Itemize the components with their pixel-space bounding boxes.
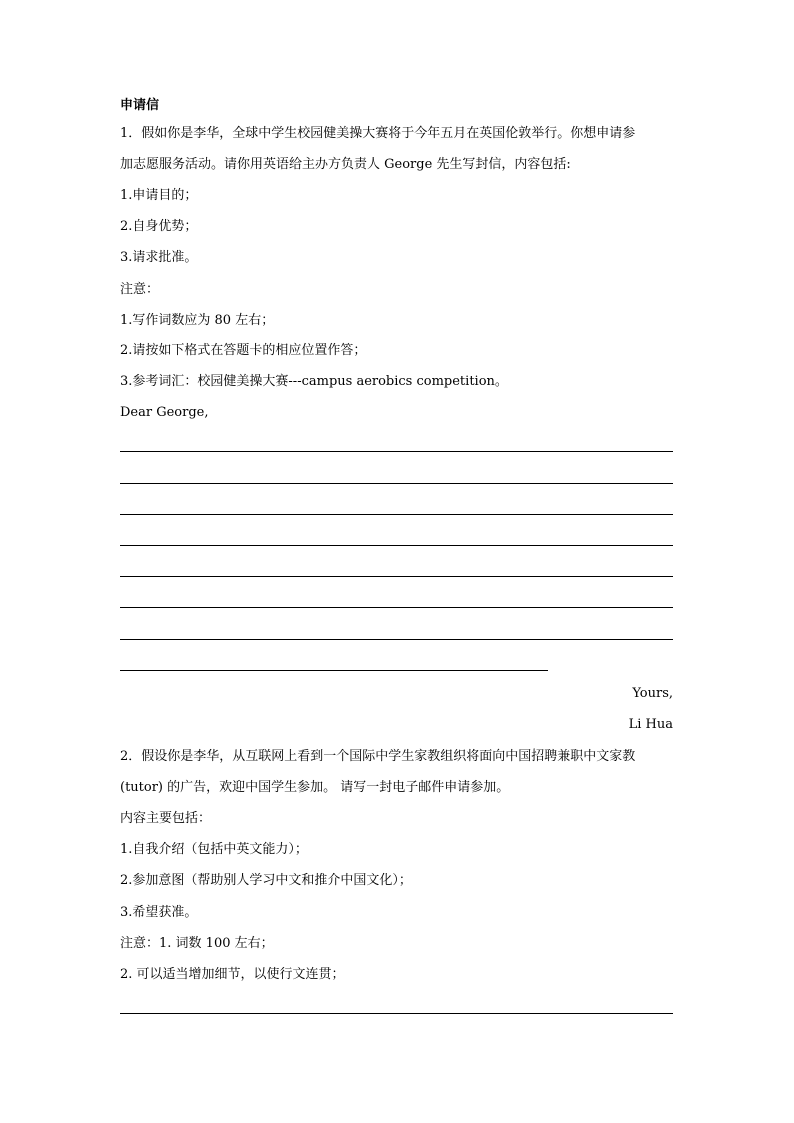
- answer-line: [120, 451, 673, 452]
- q1-note-2: 2.请按如下格式在答题卡的相应位置作答；: [120, 343, 367, 358]
- q1-prompt-line1: 1．假如你是李华，全球中学生校园健美操大赛将于今年五月在英国伦敦举行。你想申请参: [120, 126, 636, 141]
- q1-point-1: 1.申请目的；: [120, 188, 198, 203]
- page-title: 申请信: [120, 98, 160, 113]
- answer-line: [120, 607, 673, 608]
- q2-point-1: 1.自我介绍（包括中英文能力）；: [120, 842, 308, 857]
- q1-note-1: 1.写作词数应为 80 左右；: [120, 313, 275, 328]
- answer-line: [120, 576, 673, 577]
- q1-point-2: 2.自身优势；: [120, 219, 198, 234]
- q2-note-2: 2. 可以适当增加细节，以使行文连贯；: [120, 967, 345, 982]
- answer-line: [120, 1013, 673, 1014]
- q1-salutation: Dear George,: [120, 405, 209, 420]
- q2-contents-label: 内容主要包括：: [120, 811, 212, 826]
- q2-point-2: 2.参加意图（帮助别人学习中文和推介中国文化）；: [120, 873, 412, 888]
- q1-signature: Li Hua: [628, 717, 673, 732]
- q2-note-1: 注意：1. 词数 100 左右；: [120, 936, 274, 951]
- q2-point-3: 3.希望获准。: [120, 905, 198, 920]
- answer-line: [120, 639, 673, 640]
- answer-line-short: [120, 670, 548, 671]
- q1-prompt-line2: 加志愿服务活动。请你用英语给主办方负责人 George 先生写封信，内容包括:: [120, 157, 571, 172]
- q1-notes-label: 注意：: [120, 282, 160, 297]
- q1-note-3: 3.参考词汇：校园健美操大赛---campus aerobics competition。: [120, 374, 508, 389]
- q1-closing: Yours,: [632, 686, 673, 701]
- answer-line: [120, 483, 673, 484]
- answer-line: [120, 514, 673, 515]
- q1-point-3: 3.请求批准。: [120, 250, 198, 265]
- answer-line: [120, 545, 673, 546]
- q2-prompt-line1: 2．假设你是李华，从互联网上看到一个国际中学生家教组织将面向中国招聘兼职中文家教: [120, 749, 636, 764]
- q2-prompt-line2: (tutor) 的广告，欢迎中国学生参加。 请写一封电子邮件申请参加。: [120, 780, 510, 795]
